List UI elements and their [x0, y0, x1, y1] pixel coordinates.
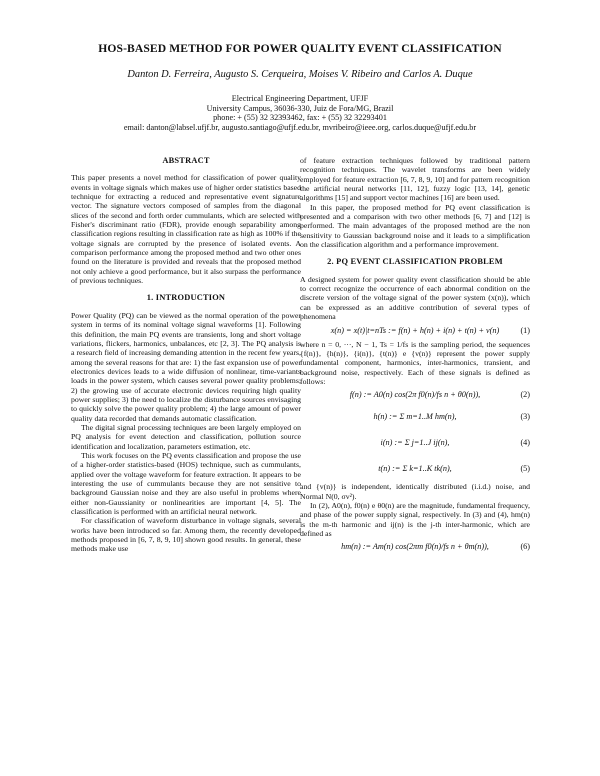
abstract-text: This paper presents a novel method for classification of power quality events in voltage signals which makes use of higher order statistics based technique for extracting a reduced and representative event signature vector. The signature vectors composed of samples from the diagonal slices of the second and forth order cummulants, which are selected with Fisher's discriminant ratio (FDR), provide enough separability among classification regions resulting in classification rate as high as 100% if the voltage signals are corrupted by the presence of isolated events. A comparison performance among the proposed method and two other ones found on the literature is provided and reveals that the proposed method not only achieve a good performance, but it also surpass the performance of previous techniques.: [71, 173, 301, 286]
body-paragraph: In this paper, the proposed method for PQ event classification is presented and a comparison with two other methods [6, 7] and [12] is performed. The main advantages of the proposed method are the non sensitivity to Gaussian background noise and it leads to a simplification on the classification algorithm and a performance improvement.: [300, 202, 530, 250]
paper-title: HOS-BASED METHOD FOR POWER QUALITY EVENT CLASSIFICATION: [98, 42, 502, 55]
affiliation-email: email: danton@labsel.ufjf.br, augusto.santiago@ufjf.edu.br, mvribeiro@ieee.org, carlos.duque@ufjf.edu.br: [123, 122, 477, 132]
equation-2: [300, 386, 530, 404]
intro-paragraph: For classification of waveform disturbance in voltage signals, several works have been introduced so far. Among them, the recently developed methods proposed in [6, 7, 8, 9, 10] shown good results. In general, these methods make use: [71, 516, 301, 554]
right-column: [300, 156, 530, 556]
equation-6: [300, 538, 530, 556]
equation-3-body: h(n) := Σ m=1..M hm(n),: [373, 412, 457, 422]
equation-2-body: f(n) := A0(n) cos(2π f0(n)/fs n + θ0(n)),: [349, 390, 481, 400]
equation-1-number: (1): [520, 325, 530, 335]
equation-6-number: (6): [520, 542, 530, 552]
section-2-heading: 2. PQ EVENT CLASSIFICATION PROBLEM: [327, 257, 503, 267]
body-paragraph: and {v(n)} is independent, identically distributed (i.i.d.) noise, and Normal N(0, σv²).: [300, 482, 530, 501]
abstract-heading: ABSTRACT: [162, 156, 210, 165]
affiliation-block: [0, 94, 600, 132]
equation-1: [300, 322, 530, 340]
intro-paragraph: This work focuses on the PQ events classification and propose the use of a higher-order statistics-based (HOS) technique, such as cummulants, applied over the voltage waveform for feature extraction. It appears to be interesting the use of cummulants because they are not sensitive to background Gaussian noise and they are also useful in problems where either non-Gaussianity or nonlinearities are important [4, 5]. The classification is performed with an artificial neural network.: [71, 450, 301, 517]
affiliation-line: Electrical Engineering Department, UFJF: [231, 94, 369, 103]
left-column: [71, 156, 301, 554]
intro-paragraph: The digital signal processing techniques are been largely employed on PQ analysis for event detection and classification, pollution source identification and localization, parameters estimation, etc.: [71, 422, 301, 451]
body-paragraph: of feature extraction techniques followed by traditional pattern recognition techniques. The wavelet transforms are been widely employed for feature extraction [6, 7, 8, 9, 10] and for pattern recognition the artificial neural networks [11, 12], fuzzy logic [13, 14], genetic algorithms [15] and support vector machines [16] are been used.: [300, 156, 530, 203]
affiliation-line: University Campus, 36036-330, Juiz de Fora/MG, Brazil: [206, 103, 394, 113]
body-paragraph: A designed system for power quality event classification should be able to correct recognize the occurrence of each abnormal condition on the discrete version of the voltage signal of the power system (x(n)), which can be expressed as an additive contribution of several types of phenomena: [300, 274, 530, 322]
introduction-heading: 1. INTRODUCTION: [146, 293, 226, 303]
equation-4-body: i(n) := Σ j=1..J ij(n),: [380, 438, 450, 448]
body-paragraph: In (2), A0(n), f0(n) e θ0(n) are the magnitude, fundamental frequency, and phase of the power supply signal, respectively. In (3) and (4), hm(n) is the m-th harmonic and ij(n) is the j-th inter-harmonic, which are defined as: [300, 500, 530, 538]
equation-4: [300, 430, 530, 456]
equation-2-number: (2): [520, 390, 530, 400]
affiliation-line: phone: + (55) 32 32393462, fax: + (55) 32 32293401: [213, 113, 387, 123]
equation-6-body: hm(n) := Am(n) cos(2πm f0(n)/fs n + θm(n)),: [341, 542, 489, 552]
equation-3: [300, 404, 530, 430]
equation-5-number: (5): [520, 464, 530, 474]
author-list: Danton D. Ferreira, Augusto S. Cerqueira, Moises V. Ribeiro and Carlos A. Duque: [127, 69, 473, 80]
equation-5: [300, 456, 530, 482]
equation-3-number: (3): [520, 412, 530, 422]
body-paragraph: where n = 0, ···, N − 1, Ts = 1/fs is the sampling period, the sequences {f(n)}, {h(n)}, {i(n)}, {t(n)} e {v(n)} represent the power supply fundamental component, harmonics, inter-harmonics, transient, and background noise, respectively. Each of these signals is defined as follows:: [300, 339, 530, 386]
intro-paragraph: Power Quality (PQ) can be viewed as the normal operation of the power system in terms of its nominal voltage signal waveforms [1]. Following this definition, the main PQ events are transients, long and short voltage variations, flickers, harmonics, unbalances, etc [2, 3]. The PQ analysis is a research field of increasing demanding attention in the recent few years, among the several reasons for that are: 1) the fast expansion use of power electronics devices leads to a wide diffusion of nonlinear, time-variants loads in the power system, which causes several power quality problems; 2) the growing use of accurate electronic devices requiring high quality power supplies; 3) the need to localize the disturbance sources envisaging to quickly solve the power quality problem; 4) the large amount of power quality data recorded that demands automatic classification.: [71, 310, 301, 423]
equation-1-body: x(n) = x(t)|t=nTs := f(n) + h(n) + i(n) + t(n) + v(n): [330, 325, 500, 335]
equation-5-body: t(n) := Σ k=1..K tk(n),: [378, 464, 452, 474]
equation-4-number: (4): [520, 438, 530, 448]
